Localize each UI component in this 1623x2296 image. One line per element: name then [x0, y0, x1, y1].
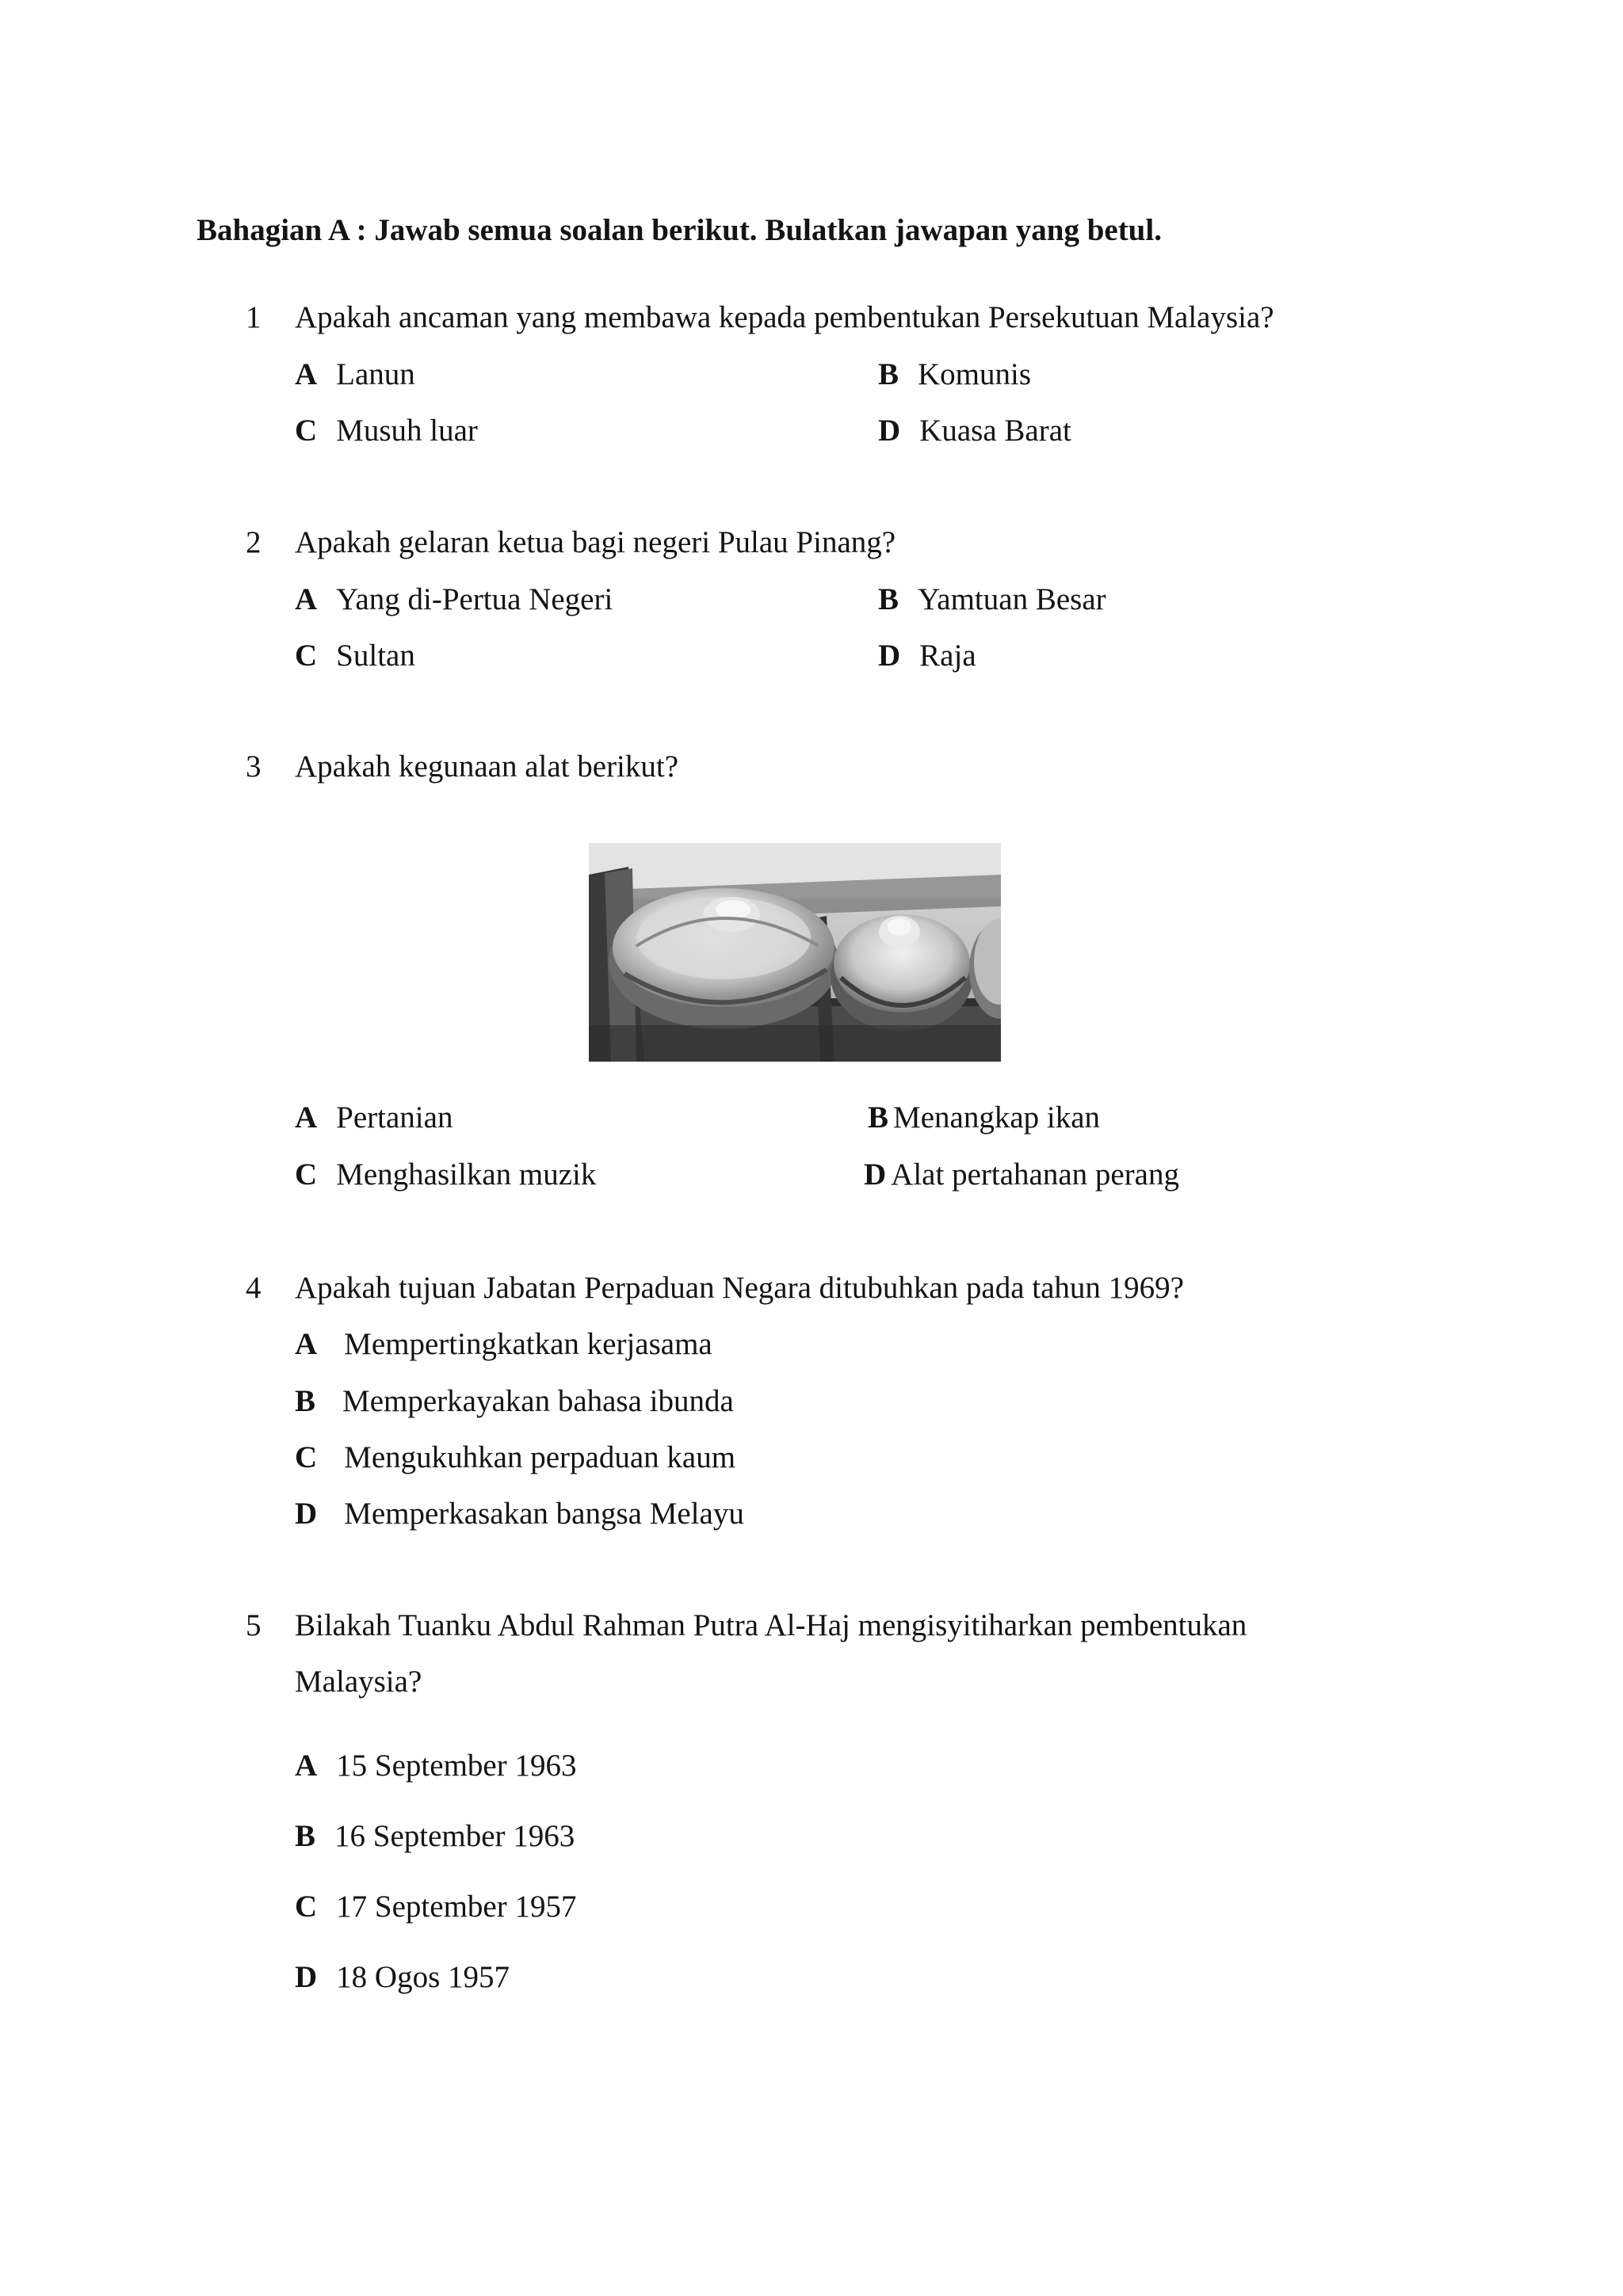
- option-text: Menghasilkan muzik: [336, 1158, 597, 1192]
- option-a[interactable]: [295, 1326, 712, 1362]
- option-text: Memperkasakan bangsa Melayu: [344, 1497, 744, 1531]
- option-letter: D: [295, 1960, 318, 1994]
- option-a[interactable]: [295, 1100, 453, 1135]
- option-a[interactable]: [295, 357, 415, 392]
- option-b[interactable]: [295, 1818, 575, 1854]
- option-text: Komunis: [918, 357, 1032, 391]
- question-number: 3: [246, 749, 262, 784]
- option-letter: A: [295, 582, 318, 616]
- option-text: Sultan: [336, 639, 415, 673]
- option-text: Lanun: [336, 357, 415, 391]
- question-text-line-1: Bilakah Tuanku Abdul Rahman Putra Al-Haj mengisyitiharkan pembentukan: [295, 1608, 1247, 1642]
- option-text: Menangkap ikan: [893, 1100, 1101, 1135]
- option-text: Mempertingkatkan kerjasama: [344, 1327, 712, 1361]
- option-letter: B: [295, 1819, 316, 1853]
- option-a[interactable]: [295, 1748, 576, 1783]
- option-letter: C: [295, 639, 318, 673]
- option-letter: C: [295, 414, 318, 448]
- question-number: 2: [246, 525, 262, 559]
- option-text: Raja: [919, 639, 976, 673]
- option-text: 16 September 1963: [334, 1819, 575, 1853]
- option-text: 17 September 1957: [336, 1890, 577, 1924]
- option-letter: B: [295, 1384, 316, 1418]
- option-letter: C: [295, 1440, 318, 1474]
- option-letter: D: [878, 414, 901, 448]
- option-text: Mengukuhkan perpaduan kaum: [344, 1440, 736, 1474]
- option-letter: A: [295, 1327, 318, 1361]
- option-d[interactable]: [295, 1496, 744, 1531]
- option-b[interactable]: [878, 357, 1031, 392]
- option-letter: D: [295, 1497, 318, 1531]
- option-text: Yamtuan Besar: [918, 582, 1106, 616]
- option-d[interactable]: [878, 413, 1071, 448]
- option-letter: C: [295, 1890, 318, 1924]
- option-letter: B: [878, 582, 899, 616]
- option-text: 18 Ogos 1957: [336, 1960, 510, 1994]
- question-text: Apakah tujuan Jabatan Perpaduan Negara ditubuhkan pada tahun 1969?: [295, 1271, 1184, 1305]
- option-letter: A: [295, 357, 318, 391]
- option-letter: A: [295, 1100, 318, 1135]
- option-letter: B: [868, 1100, 889, 1135]
- question-number: 4: [246, 1271, 262, 1305]
- option-d[interactable]: [295, 1959, 510, 1995]
- option-b[interactable]: [868, 1100, 1100, 1135]
- question-text: Apakah kegunaan alat berikut?: [295, 749, 679, 784]
- option-c[interactable]: [295, 1889, 576, 1924]
- option-c[interactable]: [295, 1157, 596, 1192]
- option-b[interactable]: [295, 1383, 734, 1419]
- option-letter: A: [295, 1749, 318, 1783]
- option-c[interactable]: [295, 638, 415, 673]
- option-text: Alat pertahanan perang: [891, 1158, 1179, 1192]
- option-a[interactable]: [295, 582, 613, 617]
- option-text: 15 September 1963: [336, 1749, 577, 1783]
- question-number: 5: [246, 1608, 262, 1642]
- option-c[interactable]: [295, 413, 478, 448]
- kompang-gong-instrument-photo: [589, 843, 1001, 1062]
- option-d[interactable]: [878, 638, 976, 673]
- option-letter: D: [878, 639, 901, 673]
- option-text: Yang di-Pertua Negeri: [336, 582, 613, 616]
- question-number: 1: [246, 300, 262, 334]
- option-d[interactable]: [864, 1157, 1179, 1192]
- option-letter: D: [864, 1158, 887, 1192]
- section-instruction: Bahagian A : Jawab semua soalan berikut. Bulatkan jawapan yang betul.: [197, 213, 1162, 247]
- option-text: Musuh luar: [336, 414, 478, 448]
- question-text-line-2: Malaysia?: [295, 1665, 422, 1699]
- option-letter: C: [295, 1158, 318, 1192]
- option-c[interactable]: [295, 1440, 735, 1475]
- option-text: Pertanian: [336, 1100, 453, 1135]
- option-b[interactable]: [878, 582, 1106, 617]
- question-text: Apakah gelaran ketua bagi negeri Pulau Pinang?: [295, 525, 896, 559]
- option-text: Kuasa Barat: [919, 414, 1071, 448]
- option-letter: B: [878, 357, 899, 391]
- option-text: Memperkayakan bahasa ibunda: [342, 1384, 734, 1418]
- question-text: Apakah ancaman yang membawa kepada pembentukan Persekutuan Malaysia?: [295, 300, 1274, 334]
